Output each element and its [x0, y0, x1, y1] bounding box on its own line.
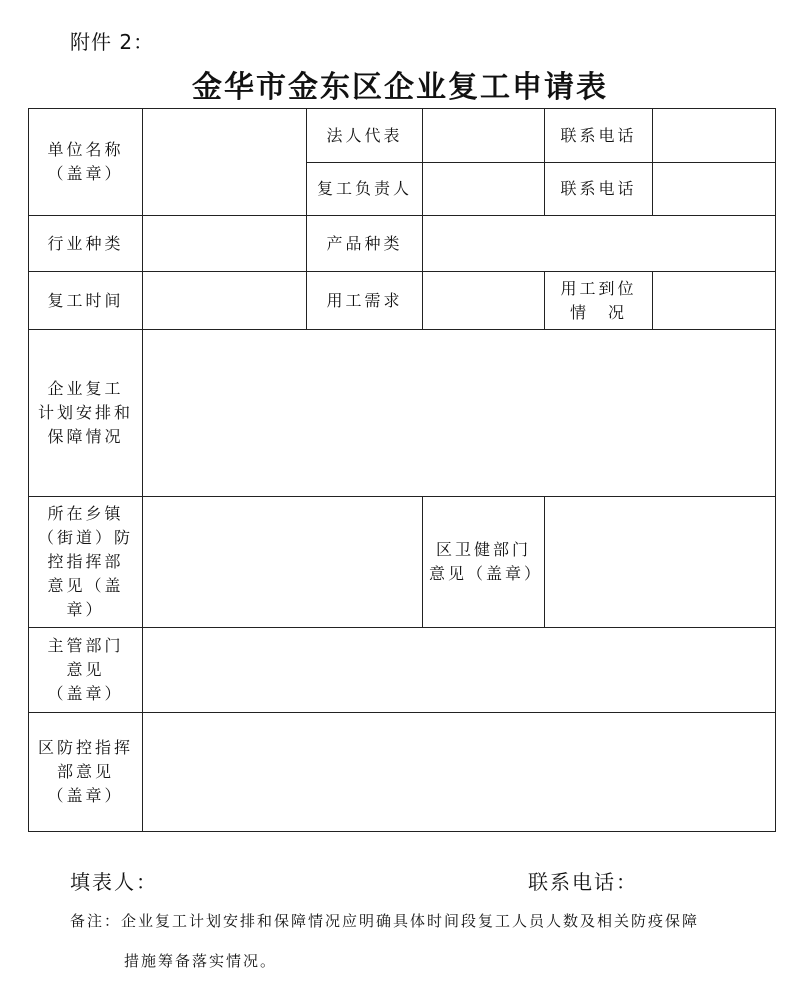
page-title: 金华市金东区企业复工申请表 [192, 70, 608, 105]
labor-arrival-label: 用工到位 情 况 [545, 272, 653, 330]
district-opinion-label: 区防控指挥 部意见 （盖章） [29, 713, 143, 832]
table-row [29, 628, 776, 713]
note-line-1: 备注：企业复工计划安排和保障情况应明确具体时间段复工人员人数及相关防疫保障 [70, 912, 700, 930]
dept-opinion-field[interactable] [143, 628, 776, 713]
table-row [29, 330, 776, 497]
product-field[interactable] [423, 216, 776, 272]
industry-field[interactable] [143, 216, 307, 272]
resume-time-field[interactable] [143, 272, 307, 330]
filler-label: 填表人： [70, 870, 158, 894]
health-opinion-field[interactable] [545, 497, 776, 628]
table-row [29, 216, 776, 272]
footer-phone-label: 联系电话： [528, 870, 638, 894]
table-row [29, 713, 776, 832]
attachment-label: 附件 2： [70, 30, 155, 54]
dept-opinion-label: 主管部门 意见 （盖章） [29, 628, 143, 713]
resume-time-label: 复工时间 [29, 272, 143, 330]
unit-name-label: 单位名称 （盖章） [29, 109, 143, 216]
town-opinion-label: 所在乡镇 （街道）防 控指挥部 意见（盖章） [29, 497, 143, 628]
industry-label: 行业种类 [29, 216, 143, 272]
legal-rep-field[interactable] [423, 109, 545, 163]
note-line-2: 措施筹备落实情况。 [124, 952, 278, 970]
plan-field[interactable] [143, 330, 776, 497]
product-label: 产品种类 [307, 216, 423, 272]
unit-name-field[interactable] [143, 109, 307, 216]
table-row [29, 497, 776, 628]
contact-phone-label-1: 联系电话 [545, 109, 653, 163]
district-opinion-field[interactable] [143, 713, 776, 832]
plan-label: 企业复工 计划安排和 保障情况 [29, 330, 143, 497]
legal-rep-label: 法人代表 [307, 109, 423, 163]
contact-phone-label-2: 联系电话 [545, 163, 653, 216]
resume-head-field[interactable] [423, 163, 545, 216]
health-opinion-label: 区卫健部门 意见（盖章） [423, 497, 545, 628]
table-row [29, 109, 776, 163]
labor-demand-field[interactable] [423, 272, 545, 330]
labor-arrival-field[interactable] [653, 272, 776, 330]
resume-head-label: 复工负责人 [307, 163, 423, 216]
labor-demand-label: 用工需求 [307, 272, 423, 330]
contact-phone-field-1[interactable] [653, 109, 776, 163]
town-opinion-field[interactable] [143, 497, 423, 628]
contact-phone-field-2[interactable] [653, 163, 776, 216]
table-row [29, 272, 776, 330]
application-form-table [28, 108, 776, 832]
